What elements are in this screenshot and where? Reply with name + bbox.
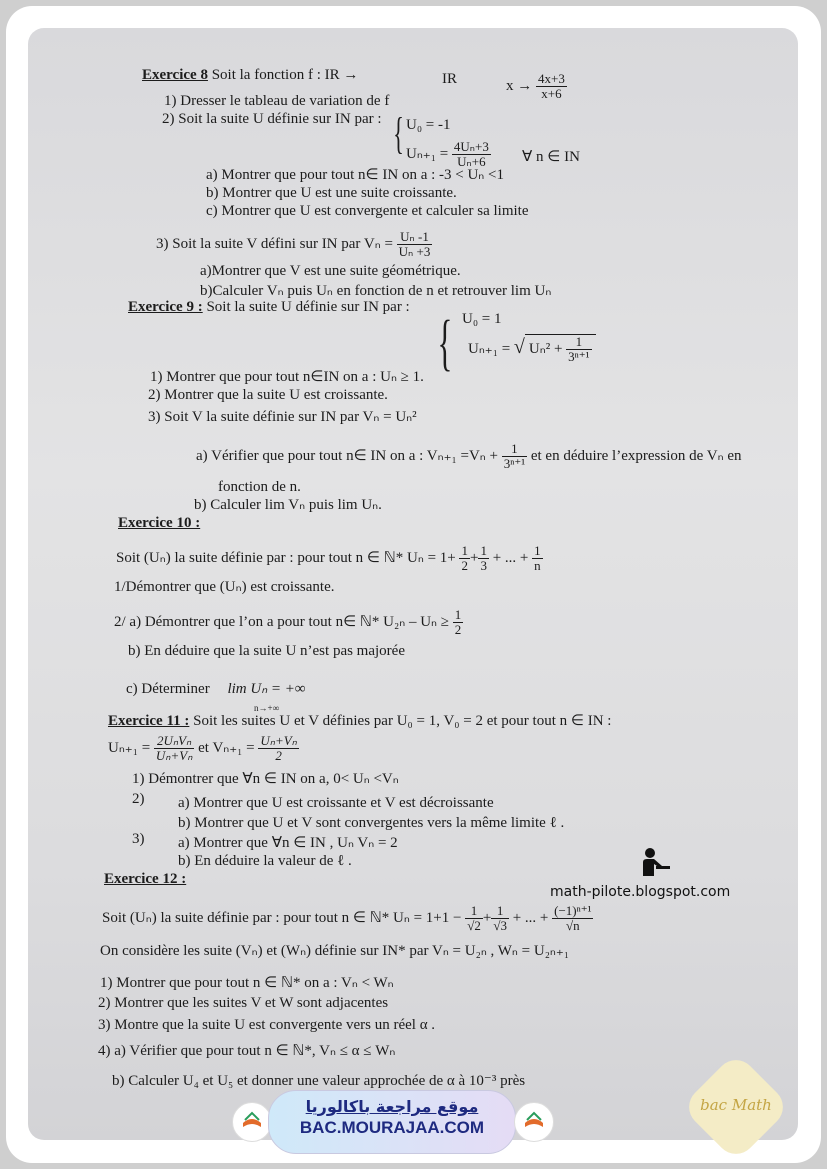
ex9-brace: { [437,309,453,377]
ex10-q2a-text: 2/ a) Démontrer que l’on a pour tout n∈ ℕ* U₂ₙ – Uₙ ≥ [114,613,450,630]
sqrt-icon: √ [513,335,525,358]
ex12-title: Exercice 12 : [104,871,187,887]
ex10-tn-num: 1 [534,543,541,558]
ex8-recurrence [406,140,491,169]
ex11-vn1-den: 2 [275,748,282,763]
ex11-q2-num: 2) [132,791,145,807]
ex12-q3: 3) Montre que la suite U est convergente vers un réel α . [98,1017,436,1033]
watermark-text: math-pilote.blogspot.com [550,884,731,900]
ex10-q2a [114,608,463,637]
ex11-q2b: b) Montrer que U et V sont convergentes vers la même limite ℓ . [178,815,565,831]
ex11-intro: Soit les suites U et V définies par U₀ = 1, V₀ = 2 et pour tout n ∈ IN : [193,713,612,729]
ex12-t1-num: 1 [465,904,483,919]
ex9-sqrt-fraction [566,335,591,364]
ex10-tn-den: n [534,558,541,573]
ex8-vn-fraction [397,230,433,259]
site-logo-left-icon [232,1102,272,1142]
ex11-q3b: b) En déduire la valeur de ℓ . [178,853,352,869]
ex8-b: b) Montrer que U est une suite croissante. [206,185,457,201]
ex11-un1-num: 2UₙVₙ [154,734,194,749]
ex10-q2a-num: 1 [454,607,462,622]
ex8-f-fraction [536,72,567,101]
ex10-q2c-text: c) Déterminer [126,681,210,697]
ex9-q3a-rest: et en déduire l’expression de Vₙ en [530,447,742,464]
ex10-limit-sub: n→+∞ [254,703,280,713]
ex9-intro: Soit la suite U définie sur IN par : [206,299,410,315]
ex11-vn1-label: et Vₙ₊₁ = [198,739,255,756]
ex12-q1: 1) Montrer que pour tout n ∈ ℕ* on a : Vₙ < Wₙ [100,975,394,991]
ex12-consider: On considère les suite (Vₙ) et (Wₙ) définie sur IN* par Vₙ = U₂ₙ , Wₙ = U₂ₙ₊₁ [100,943,570,959]
ex8-q3b: b)Calculer Vₙ puis Uₙ en fonction de n et retrouver lim Uₙ [200,283,552,299]
ex10-q2a-fraction [453,608,464,637]
banner-arabic[interactable]: موقع مراجعة باكالوريا [305,1097,479,1116]
ex9-q2: 2) Montrer que la suite U est croissante. [148,387,388,403]
site-banner[interactable] [268,1090,516,1154]
ex10-t2 [478,544,489,573]
ex12-tn-num: (−1)ⁿ⁺¹ [554,903,592,918]
ex9-q3a-num: 1 [502,442,527,457]
ex12-tn [552,904,593,933]
bac-math-logo-text: bac Math [700,1096,772,1114]
ex8-brace: { [393,109,404,158]
document-photo [28,28,798,1140]
ex11-vn1-num: Uₙ+Vₙ [260,733,297,748]
ex10-q2c [126,680,306,716]
ex12-intro-text: Soit (Uₙ) la suite définie par : pour tout n ∈ ℕ* Uₙ = 1+1 − [102,909,462,926]
ex10-t2-num: 1 [480,543,487,558]
ex8-q3a: a)Montrer que V est une suite géométrique. [200,263,461,279]
ex9-q1: 1) Montrer que pour tout n∈IN on a : Uₙ ≥ 1. [150,369,424,385]
ex8-q3-text: 3) Soit la suite V défini sur IN par Vₙ = [156,235,393,252]
ex8-a: a) Montrer que pour tout n∈ IN on a : -3 < Uₙ <1 [206,167,504,183]
ex12-q4b: b) Calculer U₄ et U₅ et donner une valeur approchée de α à 10⁻³ près [112,1073,526,1089]
ex12-q4a: 4) a) Vérifier que pour tout n ∈ ℕ*, Vₙ ≤ α ≤ Wₙ [98,1043,396,1059]
ex10-t1 [459,544,470,573]
ex10-q2a-den: 2 [454,622,462,637]
ex11-q3-num: 3) [132,831,145,847]
ex8-vn-num: Uₙ -1 [397,230,433,245]
ex8-intro: Soit la fonction f : IR → [211,67,359,83]
ex9-heading [128,298,410,316]
ex12-t2 [491,904,509,933]
ex11-un1-fraction [154,734,194,763]
ex8-f-num: 4x+3 [538,71,565,86]
ex12-t2-num: 1 [491,904,509,919]
ex11-un1-label: Uₙ₊₁ = [108,739,151,756]
ex10-dots: + ... + [492,549,529,566]
ex8-map-x: x → [506,77,533,94]
ex8-un1-num: 4Uₙ+3 [453,139,489,154]
ex12-t1 [465,904,483,933]
ex10-tn [532,544,543,573]
ex9-q3a-den: 3ⁿ⁺¹ [503,456,526,471]
ex9-title: Exercice 9 : [128,299,203,315]
ex12-intro: Soit (Uₙ) la suite définie par : pour tout n ∈ ℕ* Uₙ = 1+1 − $\frac{1}{√2}$ + $\frac{1}{√3}$ + ... + $\frac{\text{(−1)ⁿ⁺¹}}{√n}$ [102,903,592,933]
ex8-q2: 2) Soit la suite U définie sur IN par : [162,111,382,127]
ex8-f-den: x+6 [541,86,562,101]
ex11-heading [108,712,611,730]
ex9-u0: U₀ = 1 [462,311,502,327]
ex11-title: Exercice 11 : [108,713,190,729]
ex10-t1-den: 2 [461,558,468,573]
ex10-q1: 1/Démontrer que (Uₙ) est croissante. [114,579,335,595]
ex10-limit-expr: lim Uₙ = +∞ [227,681,306,697]
ex9-q3b: b) Calculer lim Vₙ puis lim Uₙ. [194,497,382,513]
reader-icon [640,846,672,878]
ex8-q3 [156,230,432,259]
ex10-t1-num: 1 [461,543,468,558]
ex12-dots: + ... + [512,909,549,926]
banner-url[interactable]: BAC.MOURAJAA.COM [299,1118,485,1137]
ex8-q1: 1) Dresser le tableau de variation de f [164,93,390,109]
ex12-t2-den: √3 [493,918,507,933]
ex10-title: Exercice 10 : [118,515,201,531]
ex8-c: c) Montrer que U est convergente et calculer sa limite [206,203,529,219]
ex11-un1-den: Uₙ+Vₙ [155,748,193,763]
ex12-tn-den: √n [565,918,580,933]
site-logo-right-icon [514,1102,554,1142]
ex10-t2-den: 3 [480,558,487,573]
ex9-sqrt-a: Uₙ² + [528,340,563,357]
ex10-q2b: b) En déduire que la suite U n’est pas majorée [128,643,405,659]
ex12-q2: 2) Montrer que les suites V et W sont adjacentes [98,995,389,1011]
ex12-t1-den: √2 [467,918,481,933]
ex10-limit [227,680,305,716]
ex9-sqrt-den: 3ⁿ⁺¹ [568,349,590,364]
ex8-title: Exercice 8 [142,67,208,83]
ex9-sqrt-num: 1 [566,335,591,350]
ex8-map [506,72,567,101]
ex9-un1-label: Uₙ₊₁ = [468,340,511,357]
ex9-q3a-fraction [502,442,527,471]
ex8-un1-label: Uₙ₊₁ = [406,145,449,162]
ex11-q3a: a) Montrer que ∀n ∈ IN , Uₙ Vₙ = 2 [178,835,398,851]
ex11-q1: 1) Démontrer que ∀n ∈ IN on a, 0< Uₙ <Vₙ [132,771,399,787]
ex9-q3a-text: a) Vérifier que pour tout n∈ IN on a : Vₙ₊₁ =Vₙ + [196,447,498,464]
ex9-q3: 3) Soit V la suite définie sur IN par Vₙ = Uₙ² [148,409,417,425]
ex9-q3a-cont: fonction de n. [218,479,301,495]
ex8-un1-fraction [452,140,491,169]
ex8-heading [142,66,358,84]
ex8-u0: U₀ = -1 [406,117,451,133]
ex11-vn1-fraction [258,734,298,763]
ex9-recurrence [468,334,596,364]
ex11-recurrence [108,734,299,763]
ex10-intro-text: Soit (Uₙ) la suite définie par : pour tout n ∈ ℕ* Uₙ = 1+ [116,549,456,566]
ex9-sqrt-body [525,334,596,364]
ex8-codomain: IR [442,71,457,87]
ex9-q3a [196,442,741,471]
ex10-intro: Soit (Uₙ) la suite définie par : pour tout n ∈ ℕ* Uₙ = 1+ $\frac{1}{2}$ + $\frac{1}{3}$ + ... + $\frac{1}{n}$ [116,543,541,573]
ex8-forall: ∀ n ∈ IN [522,149,580,165]
ex8-un1-den: Uₙ+6 [457,154,486,169]
ex8-vn-den: Uₙ +3 [398,244,431,259]
ex11-q2a: a) Montrer que U est croissante et V est décroissante [178,795,494,811]
